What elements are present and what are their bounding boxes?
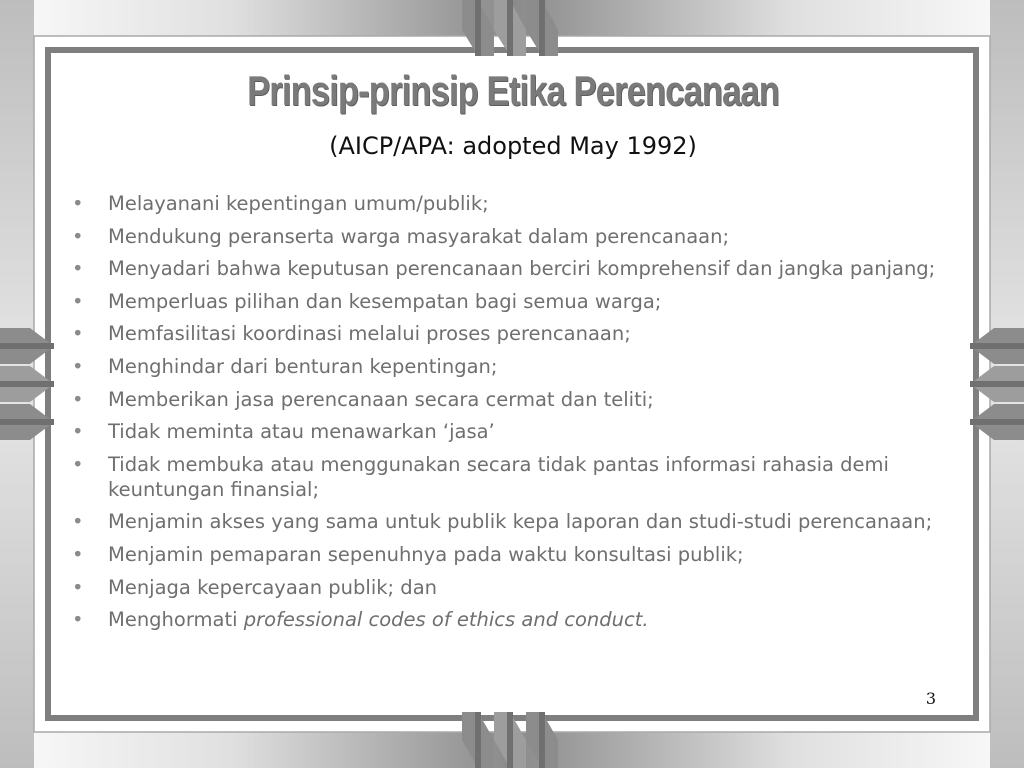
bullet-item	[72, 607, 952, 632]
bottom-band-left	[0, 732, 512, 768]
top-band-right	[512, 0, 1024, 36]
bullet-dot-icon: •	[72, 420, 84, 444]
bullet-list	[72, 191, 952, 640]
bullet-dot-icon: •	[72, 257, 84, 281]
bullet-dot-icon: •	[72, 510, 84, 534]
bullet-text: Melayanani kepentingan umum/publik;	[108, 192, 489, 215]
bottom-tab-ornament	[462, 712, 558, 768]
slide-title: Prinsip-prinsip Etika Perencanaan	[247, 67, 779, 114]
bullet-item	[72, 354, 952, 379]
bullet-text: Menjamin akses yang sama untuk publik kepa laporan dan studi-studi perencanaan;	[108, 510, 933, 534]
bullet-dot-icon: •	[72, 354, 84, 378]
bullet-text-prefix: Menghormati	[108, 608, 244, 632]
bullet-text: Tidak meminta atau menawarkan ‘jasa’	[108, 420, 495, 444]
bullet-dot-icon: •	[72, 322, 84, 346]
bullet-text-emphasis: professional codes of ethics and conduct.	[243, 608, 649, 632]
page-number: 3	[925, 689, 936, 708]
top-band-left	[0, 0, 512, 36]
bullet-text: Mendukung peranserta warga masyarakat dalam perencanaan;	[108, 224, 730, 248]
top-tab-ornament	[462, 0, 558, 56]
bullet-item	[72, 542, 952, 567]
bullet-text-last	[108, 608, 649, 631]
bullet-dot-icon: •	[72, 387, 84, 411]
bullet-text: Memperluas pilihan dan kesempatan bagi semua warga;	[108, 289, 662, 313]
bullet-text: Memfasilitasi koordinasi melalui proses perencanaan;	[108, 322, 631, 346]
bullet-item	[72, 419, 952, 444]
bullet-item	[72, 224, 952, 249]
bullet-item	[72, 321, 952, 346]
bullet-text: Tidak membuka atau menggunakan secara tidak pantas informasi rahasia demi keuntungan finansial;	[108, 452, 889, 501]
bullet-text: Menghindar dari benturan kepentingan;	[108, 354, 498, 378]
bullet-item	[72, 387, 952, 412]
slide-content	[52, 56, 974, 710]
bullet-dot-icon: •	[72, 224, 84, 248]
bullet-item	[72, 575, 952, 600]
bullet-dot-icon: •	[72, 192, 84, 215]
bullet-item	[72, 452, 952, 502]
bullet-item	[72, 191, 952, 216]
bullet-dot-icon: •	[72, 289, 84, 313]
slide-subtitle: (AICP/APA: adopted May 1992)	[329, 132, 697, 160]
bullet-text: Menyadari bahwa keputusan perencanaan berciri komprehensif dan jangka panjang;	[108, 257, 936, 281]
right-tab-ornament	[970, 328, 1024, 440]
bullet-item	[72, 256, 952, 281]
bullet-dot-icon: •	[72, 452, 84, 476]
bottom-band-right	[512, 732, 1024, 768]
bullet-dot-icon: •	[72, 542, 84, 566]
bullet-dot-icon: •	[72, 575, 84, 599]
bullet-text: Menjaga kepercayaan publik; dan	[108, 575, 437, 599]
left-tab-ornament	[0, 328, 54, 440]
bullet-text: Menjamin pemaparan sepenuhnya pada waktu konsultasi publik;	[108, 542, 744, 566]
bullet-dot-icon: •	[72, 608, 84, 632]
bullet-item	[72, 289, 952, 314]
bullet-text: Memberikan jasa perencanaan secara cermat dan teliti;	[108, 387, 654, 411]
bullet-item	[72, 509, 952, 534]
